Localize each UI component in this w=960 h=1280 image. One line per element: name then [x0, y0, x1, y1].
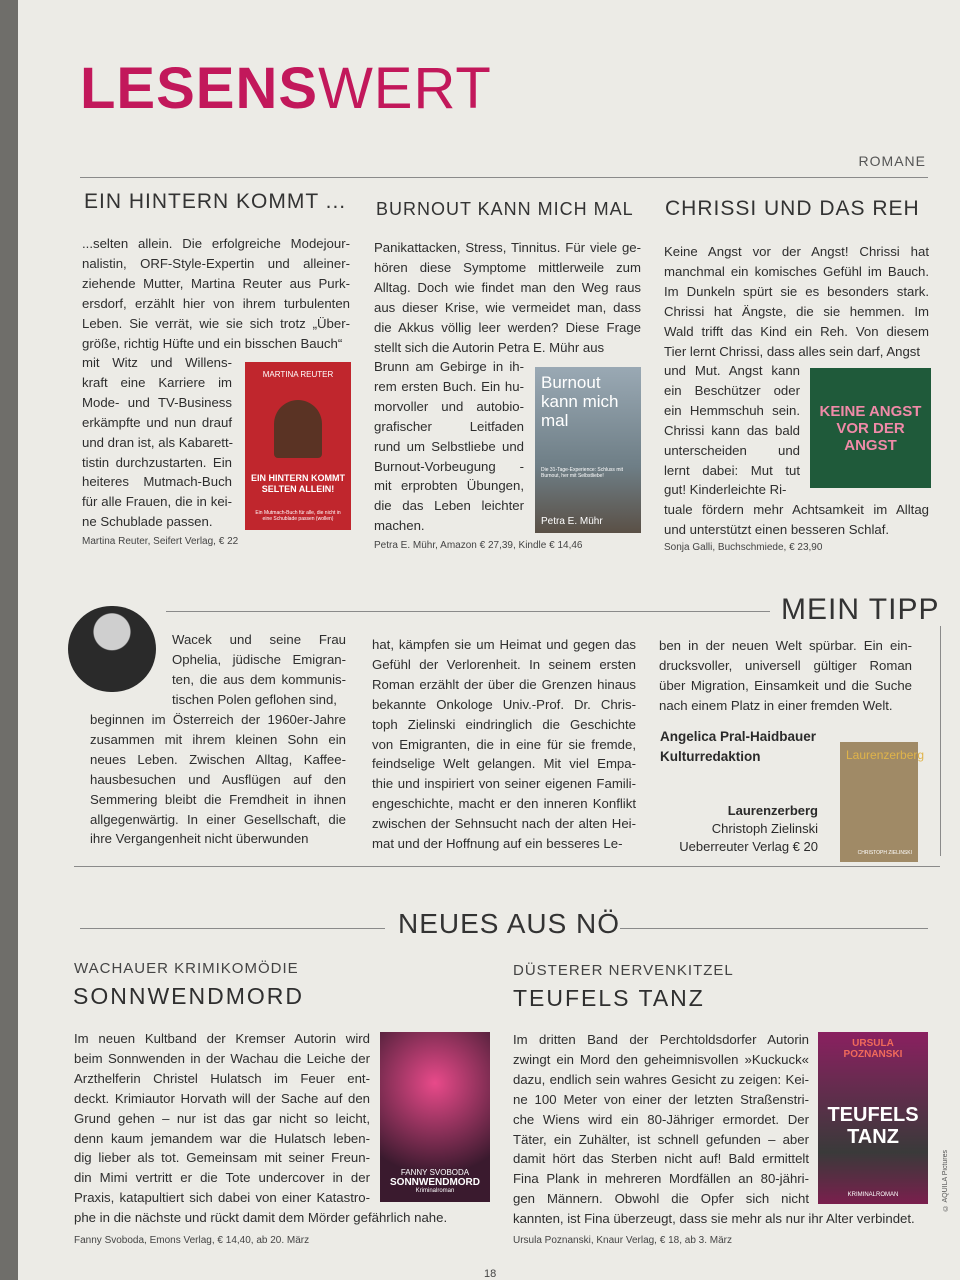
cover-author: CHRISTOPH ZIELINSKI — [857, 850, 912, 856]
cover-title: SONNWENDMORD — [390, 1177, 480, 1188]
text-line: hören diese Symptome mittlerweile zum — [374, 259, 641, 275]
text-line: nalistin, ORF-Style-Expertin und alleiner- — [82, 255, 350, 271]
col2-text-narrow — [374, 357, 524, 536]
text-line: Semmering bleibt die Fremdheit in ihnen — [90, 791, 346, 807]
text-line: allgegenwärtig. In einer Gesellschaft, die — [90, 811, 346, 827]
editor-name: Angelica Pral-Haidbauer — [660, 729, 817, 744]
text-line: phe in die nächste und rückt damit dem Mörder gefährlich nahe. — [74, 1210, 448, 1226]
tipp-col3 — [659, 636, 912, 716]
text-line: zwischen der Sehnsucht nach der alten Hei- — [372, 816, 636, 832]
text-line: Burnout-Vorbeugung - — [374, 458, 524, 474]
text-line: und dran ist, als Kabarett- — [82, 434, 234, 450]
text-line: Keine Angst vor der Angst! Chrissi hat — [664, 244, 929, 259]
text-line: Alltag. Doch wie findet man den Weg raus — [374, 279, 641, 295]
text-line: machen. — [374, 518, 425, 534]
cover-subtitle: KRIMINALROMAN — [847, 1192, 899, 1198]
section-brand — [80, 56, 492, 121]
text-line: ten, die aus dem kommunis- — [172, 671, 346, 687]
text-line: din Mimi vertritt er die Tote undercover in der — [74, 1170, 370, 1186]
text-line: manchmal ein komisches Gefühl im Bauch. — [664, 263, 929, 279]
text-line: kannten, ist Fina überzeugt, dass sie mehr als nur ihr Alter verbindet. — [513, 1211, 915, 1227]
text-line: die das Leben leichter — [374, 498, 524, 514]
tipp-col1-lines — [90, 710, 346, 849]
news-right-kicker: DÜSTERER NERVENKITZEL — [513, 962, 734, 979]
col3-text — [664, 242, 929, 361]
news-right-caption: Ursula Poznanski, Knaur Verlag, € 18, ab 3. März — [513, 1235, 733, 1246]
text-line: ben in der neuen Welt spürbar. Ein ein- — [659, 638, 912, 653]
news-divider-left — [80, 928, 385, 929]
news-left-title: SONNWENDMORD — [73, 983, 304, 1009]
col1-text-narrow — [82, 353, 232, 532]
text-line: tuale fördern mehr Achtsamkeit im Alltag — [664, 502, 929, 517]
text-line: tischen Polen geflohen sind, — [172, 691, 337, 707]
text-line: dig lieber als tot. Gemeinsam mit seiner Freun- — [74, 1150, 370, 1166]
text-line: Mode- und TV-Business — [82, 394, 232, 410]
text-line: Brunn am Gebirge in ih- — [374, 359, 524, 374]
col1-text-narrow-lines — [82, 353, 232, 532]
text-line: lernt dabei: Mut tut — [664, 462, 800, 478]
text-line: ne Schublade passen. — [82, 514, 213, 530]
text-line: rund um Selbstliebe und — [374, 438, 524, 454]
text-line: heiteres Mutmach-Buch — [82, 474, 232, 490]
text-line: nach einem Platz in einer fremden Welt. — [659, 697, 893, 713]
tipp-col2-lines — [372, 635, 636, 854]
tipp-col1 — [90, 710, 346, 849]
text-line: Ophelia, jüdische Emigran- — [172, 651, 346, 667]
text-line: hausbesuchen und Ausflügen auf den — [90, 771, 346, 787]
text-line: mit Witz und Willens- — [82, 355, 232, 370]
text-line: stellt sich die Autorin Petra E. Mühr aus — [374, 339, 605, 355]
text-line: und Mut. Angst kann — [664, 363, 800, 378]
cover-subtitle: Die 31-Tage-Experience: Schluss mit Burnout, her mit Selbstliebe! — [541, 467, 623, 479]
book-cover-martina-reuter[interactable] — [245, 362, 351, 530]
magazine-page — [18, 0, 960, 1280]
col3-text-lines — [664, 242, 929, 361]
text-line: für alle Frauen, die in kei- — [82, 494, 232, 510]
photo-credit: © AQUILA Pictures — [942, 1150, 949, 1212]
text-line: über Migration, Einsamkeit und die Suche — [659, 677, 912, 693]
text-line: drucksvoller, universell gültiger Roman — [659, 657, 912, 673]
text-line: feindselige Welt gelangen. Mit viel Empa- — [372, 756, 636, 772]
news-heading: NEUES AUS NÖ — [398, 908, 621, 939]
col3-title: CHRISSI UND DAS REH — [665, 197, 920, 220]
text-line: denn kaum jemandem war die Hulatsch leben- — [74, 1130, 370, 1146]
text-line: beginnen im Österreich der 1960er-Jahre — [90, 712, 346, 727]
text-line: Tier lernt Chrissi, dass alles sein darf, Angst — [664, 343, 921, 359]
col1-text-lines — [82, 234, 350, 353]
text-line: von Emigranten, die in eine für sie fremde, — [372, 736, 636, 752]
cover-subtitle: Ein Mutmach-Buch für alle, die nicht in eine Schublade passen (wollen) — [255, 510, 341, 522]
cover-portrait — [274, 400, 322, 458]
text-line: ersdorf, erzählt hier von ihrem turbulenten — [82, 295, 350, 311]
text-line: ziehende Mutter, Martina Reuter aus Purk- — [82, 275, 350, 291]
text-line: tistin durchzustarten. Ein — [82, 454, 232, 470]
text-line: deckt. Krimiautor Horvath will der Sache auf den — [74, 1090, 370, 1106]
col2-title: BURNOUT KANN MICH MAL — [376, 199, 634, 219]
news-left-caption: Fanny Svoboda, Emons Verlag, € 14,40, ab 20. März — [74, 1235, 310, 1246]
book-cover-burnout[interactable] — [535, 367, 641, 533]
text-line: Gefühl der Verlorenheit. In seinem ersten — [372, 656, 636, 672]
cover-title: KEINE ANGST VOR DER ANGST — [819, 402, 922, 454]
cover-author: Petra E. Mühr — [541, 516, 603, 527]
cover-author: URSULA POZNANSKI — [843, 1038, 903, 1060]
text-line: gen Männern. Obwohl die Opfer sich nicht — [513, 1191, 809, 1207]
col1-text — [82, 234, 350, 353]
text-line: ein Beschützer oder — [664, 382, 800, 398]
tipp-heading: MEIN TIPP — [781, 593, 940, 626]
cover-title: TEUFELS TANZ — [827, 1104, 919, 1148]
text-line: Roman erzählt der über die Grenzen hinaus — [372, 676, 636, 692]
text-line: Panikattacken, Stress, Tinnitus. Für viele ge- — [374, 240, 641, 255]
text-line: erkämpfte und nun drauf — [82, 414, 232, 430]
tipp-book-author: Christoph Zielinski — [711, 821, 818, 836]
book-cover-teufels-tanz[interactable] — [818, 1032, 928, 1204]
news-divider-right — [620, 928, 928, 929]
text-line: Chrissi kann das bald — [664, 422, 800, 438]
text-line: neues Leben. Zwischen Alltag, Kaffee- — [90, 751, 346, 767]
text-line: toph Zielinski eindringlich die Geschichte — [372, 716, 636, 732]
text-line: zusammen mit ihrem kleinen Sohn ein — [90, 731, 346, 747]
text-line: Wacek und seine Frau — [172, 632, 346, 647]
text-line: Im neuen Kultband der Kremser Autorin wird — [74, 1031, 370, 1046]
cover-title: Burnout kann mich mal — [541, 373, 619, 430]
cover-title: EIN HINTERN KOMMT SELTEN ALLEIN! — [251, 473, 345, 494]
text-line: thie und inspiriert von seiner eigenen Famili- — [372, 776, 636, 792]
tipp-divider — [166, 611, 770, 612]
col1-caption: Martina Reuter, Seifert Verlag, € 22 — [82, 536, 239, 547]
text-line: die Akkus völlig leer werden? Diese Frage — [374, 319, 641, 335]
text-line: ein Hemmschuh sein. — [664, 402, 800, 418]
text-line: größe, richtig Hüfte und ein bisschen Bauch“ — [82, 335, 343, 351]
text-line: Grund gehen – nur ist das gar nicht so leicht, — [74, 1110, 370, 1126]
col3-caption: Sonja Galli, Buchschmiede, € 23,90 — [664, 542, 823, 553]
text-line: Chrissi hat Ängste, die sie hemmen. Im — [664, 303, 929, 319]
text-line: Im dritten Band der Perchtoldsdorfer Autorin — [513, 1032, 809, 1047]
text-line: Praxis, katapultiert sich dabei von einer Katastro- — [74, 1190, 370, 1206]
text-line: che Wiens wird ein 80-Jähriger ermordet. Der — [513, 1111, 809, 1127]
text-line: Fina Plank in mehreren Mordfällen an 80-jähri- — [513, 1171, 809, 1187]
editor-photo — [68, 606, 156, 692]
text-line: unterscheiden und — [664, 442, 800, 458]
text-line: damit hört das Sterben nicht auf! Bald ermittelt — [513, 1151, 809, 1167]
news-right-title: TEUFELS TANZ — [513, 985, 705, 1011]
text-line: gut! Kinderleichte Ri- — [664, 482, 787, 498]
text-line: Im Dunkeln spürt sie es besonders stark. — [664, 283, 929, 299]
tipp-book-title: Laurenzerberg — [727, 803, 818, 818]
cover-author: MARTINA REUTER — [262, 370, 334, 379]
tipp-book-publisher: Ueberreuter Verlag € 20 — [679, 839, 818, 854]
text-line: und unterstützt einen besseren Schlaf. — [664, 521, 890, 537]
text-line: Täter, ein Zuhälter, ist schnell gefunden – aber — [513, 1131, 809, 1147]
text-line: ...selten allein. Die erfolgreiche Modejour- — [82, 236, 350, 251]
text-line: Leben. Sie verrät, wie sie sich trotz „Über- — [82, 315, 350, 331]
tipp-col2 — [372, 635, 636, 854]
col3-text-bottom — [664, 500, 929, 540]
text-line: kraft eine Karriere im — [82, 374, 232, 390]
text-line: ihre Vergangenheit nicht überwunden — [90, 831, 309, 847]
text-line: mit erprobten Übungen, — [374, 478, 524, 494]
header-divider — [80, 177, 928, 178]
text-line: bekannte Onkologe Univ.-Prof. Dr. Chris- — [372, 696, 636, 712]
tipp-col3-lines — [659, 636, 912, 716]
tipp-book-info — [658, 802, 818, 856]
col2-text — [374, 238, 641, 357]
col1-title: EIN HINTERN KOMMT ... — [84, 190, 347, 213]
tipp-box-bottom-border — [74, 866, 940, 867]
col2-text-lines — [374, 238, 641, 357]
text-line: rem ersten Buch. Ein hu- — [374, 378, 524, 394]
news-left-kicker: WACHAUER KRIMIKOMÖDIE — [74, 960, 299, 977]
book-cover-keine-angst[interactable] — [810, 368, 931, 488]
book-cover-laurenzerberg[interactable] — [840, 742, 925, 862]
cover-title: Laurenzerberg — [846, 748, 925, 762]
tipp-box-right-border — [940, 626, 941, 856]
text-line: aus dieser Krise, wie vermeidet man, dass — [374, 299, 641, 315]
col3-text-narrow — [664, 361, 800, 500]
text-line: dazu, endlich sein wahres Gesicht zu zeigen: Kei- — [513, 1071, 809, 1087]
text-line: ne 100 Meter von einer der letzten Straßenstri- — [513, 1091, 809, 1107]
cover-subtitle: Kriminalroman — [415, 1188, 455, 1194]
text-line: grafischer Leitfaden — [374, 418, 524, 434]
text-line: engeschichte, macht er den inneren Konflikt — [372, 796, 636, 812]
text-line: morvoller und autobio- — [374, 398, 524, 414]
text-line: mat und der Hoffnung auf ein besseres Le- — [372, 836, 623, 852]
text-line: Wald trifft das Kind ein Reh. Von diesem — [664, 323, 929, 339]
col3-text-narrow-lines — [664, 361, 800, 500]
section-label: ROMANE — [858, 153, 926, 169]
col2-text-narrow-lines — [374, 357, 524, 536]
cover-author: FANNY SVOBODA — [400, 1168, 470, 1177]
book-cover-sonnwendmord[interactable] — [380, 1032, 490, 1202]
brand-part-light: WERT — [318, 56, 492, 121]
editor-department: Kulturredaktion — [660, 749, 761, 764]
text-line: beim Sonnwenden in der Wachau die Leiche der — [74, 1050, 370, 1066]
col2-caption: Petra E. Mühr, Amazon € 27,39, Kindle € 14,46 — [374, 540, 583, 551]
tipp-col1-narrow — [172, 630, 346, 710]
brand-part-bold: LESENS — [80, 56, 319, 121]
page-number: 18 — [484, 1268, 497, 1280]
text-line: zwingt ein Mord den geheimnisvollen »Kuckuck« — [513, 1051, 809, 1067]
text-line: hat, kämpfen sie um Heimat und gegen das — [372, 637, 636, 652]
tipp-col1-narrow-lines — [172, 630, 346, 710]
text-line: Arzthelferin Christel Hulatsch im Feuer ent- — [74, 1070, 370, 1086]
tipp-editor — [660, 727, 816, 767]
col3-text-bottom-lines — [664, 500, 929, 540]
